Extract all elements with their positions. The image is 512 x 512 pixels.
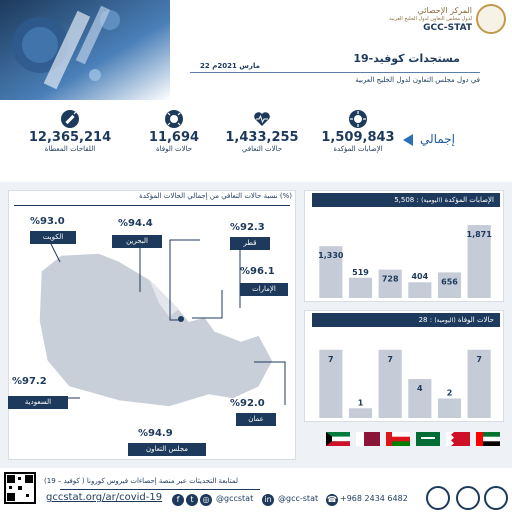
deaths-chart-total: 28 xyxy=(418,316,428,324)
confirmed-chart-header: 5,508 : (اليومية) الإصابات المؤكدة xyxy=(312,193,500,207)
recovered-value: 1,433,255 xyxy=(225,130,299,145)
bahrain-flag-icon xyxy=(446,432,470,446)
kuwait-pct: %93.0 xyxy=(30,216,65,227)
bar-label-5: 7 xyxy=(476,354,482,364)
confirmed-chart-note: (اليومية) xyxy=(421,197,443,204)
deaths-bar-chart xyxy=(310,328,500,418)
badge-icon xyxy=(484,486,508,510)
logo-arabic-sub: لدول مجلس التعاون لدول الخليج العربية xyxy=(389,16,472,22)
instagram-icon[interactable]: ◎ xyxy=(200,494,212,506)
confirmed-chart-title: الإصابات المؤكدة xyxy=(444,196,494,204)
vaccines-value: 12,365,214 xyxy=(28,130,112,145)
oman-pct: %92.0 xyxy=(230,398,265,409)
qr-code-icon xyxy=(4,472,36,504)
logo-english: GCC-STAT xyxy=(423,23,472,33)
page-title: مستجدات كوفيد-19 xyxy=(353,52,460,65)
bar-label-4: 656 xyxy=(441,277,458,287)
vaccines-label: اللقاحات المعطاة xyxy=(44,145,96,153)
gcc-pct: %94.9 xyxy=(138,428,173,439)
confirmed-label: الإصابات المؤكدة xyxy=(333,145,383,153)
bar-label-2: 7 xyxy=(387,354,393,364)
total-label: إجمالي xyxy=(420,132,456,146)
confirmed-chart-total: 5,508 xyxy=(394,196,415,204)
bahrain-tag: البحرين xyxy=(112,235,162,248)
deaths-chart-header: 28 : (اليومية) حالات الوفاة xyxy=(312,313,500,327)
covid-url-link[interactable]: gccstat.org/ar/covid-19 xyxy=(46,492,163,503)
oman-tag: عمان xyxy=(236,413,276,426)
bar-label-3: 4 xyxy=(417,384,423,393)
deaths-label: حالات الوفاة xyxy=(155,145,193,153)
kuwait-flag-icon xyxy=(326,432,350,446)
bar-label-5: 1,871 xyxy=(466,230,492,240)
facebook-icon[interactable]: f xyxy=(172,494,184,506)
oman-flag-icon xyxy=(386,432,410,446)
kuwait-tag: الكويت xyxy=(30,231,76,244)
bar-1 xyxy=(349,408,372,418)
deaths-chart-note: (اليومية) xyxy=(434,317,456,324)
saudi-tag: السعودية xyxy=(8,396,68,409)
uae-tag: الإمارات xyxy=(240,283,288,296)
logo-arabic: المركز الإحصائي xyxy=(417,6,472,15)
confirmed-bar-chart xyxy=(310,208,500,298)
phone-icon: ☎ xyxy=(327,495,337,504)
gcc-tag: مجلس التعاون xyxy=(128,443,206,456)
bar-label-4: 2 xyxy=(446,388,453,398)
map-title: نسبة حالات التعافي من إجمالي الحالات المؤكدة (%) xyxy=(139,192,292,200)
qatar-pct: %92.3 xyxy=(230,222,265,233)
bar-label-0: 1,330 xyxy=(318,251,344,261)
badge-icon xyxy=(426,486,450,510)
page-subtitle: في دول مجلس التعاون لدول الخليج العربية xyxy=(355,76,480,84)
handle-gcc-stat[interactable]: @gcc-stat xyxy=(278,494,319,503)
bahrain-pct: %94.4 xyxy=(118,218,153,229)
qatar-flag-icon xyxy=(356,432,380,446)
phone-number: +968 2434 6482 xyxy=(340,494,408,503)
recovered-label: حالات التعافي xyxy=(241,145,283,153)
bar-1 xyxy=(349,278,372,298)
saudi-pct: %97.2 xyxy=(12,376,47,387)
badge-icon xyxy=(456,486,480,510)
uae-pct: %96.1 xyxy=(240,266,275,277)
bar-label-0: 7 xyxy=(328,354,334,364)
linkedin-icon[interactable]: in xyxy=(262,494,274,506)
confirmed-value: 1,509,843 xyxy=(321,130,395,145)
uae-flag-icon xyxy=(476,432,500,446)
follow-text: لمتابعة التحديثات عبر منصة إحصاءات فيروس كورونا ( كوفيد – 19) xyxy=(44,477,239,485)
bar-label-3: 404 xyxy=(411,272,429,282)
bar-label-1: 519 xyxy=(352,267,369,277)
flags-row xyxy=(322,430,502,448)
bar-label-1: 1 xyxy=(357,398,364,408)
bar-3 xyxy=(408,282,431,298)
report-date: 22 مارس 2021م xyxy=(200,62,260,70)
handle-gccstat[interactable]: @gccstat xyxy=(216,494,254,503)
footer-divider xyxy=(60,489,260,490)
qatar-tag: قطر xyxy=(230,237,270,250)
bar-4 xyxy=(438,399,461,419)
deaths-value: 11,694 xyxy=(148,130,200,145)
bar-label-2: 728 xyxy=(381,274,399,284)
twitter-icon[interactable]: t xyxy=(186,494,198,506)
saudi-flag-icon xyxy=(416,432,440,446)
deaths-chart-title: حالات الوفاة xyxy=(457,316,494,324)
